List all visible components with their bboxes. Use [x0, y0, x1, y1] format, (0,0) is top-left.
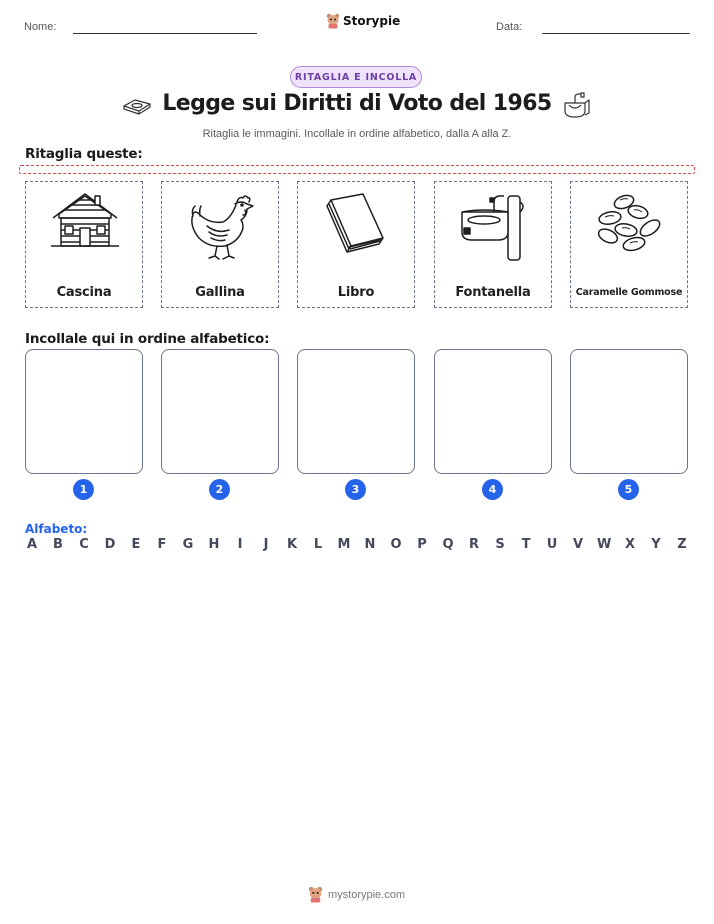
book-icon	[317, 188, 397, 268]
farmhouse-icon	[45, 188, 125, 268]
alphabet-letter: T	[521, 537, 531, 552]
alphabet-letter: N	[364, 537, 376, 552]
paste-heading: Incollale qui in ordine alfabetico:	[25, 331, 270, 347]
slot-number-badge: 5	[618, 479, 639, 500]
date-line	[542, 33, 690, 34]
slot-number-badge: 4	[482, 479, 503, 500]
cut-heading: Ritaglia queste:	[25, 146, 143, 162]
cut-card-fontanella[interactable]	[434, 181, 552, 308]
card-label: Gallina	[195, 285, 245, 300]
alphabet-letter: E	[131, 537, 141, 552]
paste-slot-3[interactable]	[297, 349, 415, 474]
card-label: Caramelle Gommose	[575, 287, 683, 298]
alphabet-letter: P	[417, 537, 427, 552]
alphabet-letter: K	[286, 537, 298, 552]
alphabet-letter: M	[337, 537, 351, 552]
alphabet-letter: B	[53, 537, 63, 552]
alphabet-letter: C	[79, 537, 89, 552]
cut-card-caramelle-gommose[interactable]	[570, 181, 688, 308]
alphabet-letter: H	[208, 537, 220, 552]
alphabet-letter: U	[546, 537, 558, 552]
alphabet-heading: Alfabeto:	[25, 522, 88, 536]
storypie-logo	[326, 13, 400, 29]
alphabet-letter: F	[157, 537, 167, 552]
alphabet-letter: O	[390, 537, 402, 552]
paste-slot-4[interactable]	[434, 349, 552, 474]
sink-icon	[561, 91, 591, 121]
cut-line	[19, 165, 695, 174]
name-line	[73, 33, 257, 34]
slot-number-badge: 1	[73, 479, 94, 500]
alphabet-letter: J	[263, 537, 269, 552]
activity-badge: RITAGLIA E INCOLLA	[290, 66, 422, 88]
alphabet-letter: L	[313, 537, 323, 552]
paste-slot-5[interactable]	[570, 349, 688, 474]
alphabet-row	[25, 537, 689, 552]
slot-number-badge: 2	[209, 479, 230, 500]
storypie-mascot-icon	[308, 886, 323, 903]
cut-card-libro[interactable]	[297, 181, 415, 308]
alphabet-letter: S	[495, 537, 505, 552]
alphabet-letter: Q	[442, 537, 454, 552]
alphabet-letter: G	[182, 537, 194, 552]
name-label: Nome:	[24, 21, 57, 33]
logo-text: Storypie	[343, 14, 401, 28]
alphabet-letter: R	[468, 537, 479, 552]
soap-bar-icon	[121, 96, 153, 116]
cut-card-gallina[interactable]	[161, 181, 279, 308]
date-label: Data:	[496, 21, 523, 33]
paste-slot-2[interactable]	[161, 349, 279, 474]
cut-card-cascina[interactable]	[25, 181, 143, 308]
alphabet-letter: Y	[651, 537, 661, 552]
storypie-mascot-icon	[326, 13, 340, 29]
card-label: Cascina	[56, 285, 112, 300]
page-title: Legge sui Diritti di Voto del 1965	[162, 91, 552, 116]
paste-slot-1[interactable]	[25, 349, 143, 474]
slot-number-badge: 3	[345, 479, 366, 500]
alphabet-letter: W	[597, 537, 612, 552]
alphabet-letter: Z	[677, 537, 687, 552]
card-label: Libro	[337, 285, 375, 300]
alphabet-letter: D	[104, 537, 116, 552]
alphabet-letter: I	[237, 537, 243, 552]
drinking-fountain-icon	[454, 188, 534, 268]
footer	[308, 886, 405, 903]
alphabet-letter: V	[572, 537, 584, 552]
instructions: Ritaglia le immagini. Incollale in ordine alfabetico, dalla A alla Z.	[202, 128, 512, 140]
footer-url[interactable]: mystorypie.com	[328, 888, 406, 901]
alphabet-letter: A	[26, 537, 38, 552]
jelly-beans-icon	[590, 188, 670, 268]
hen-icon	[181, 188, 261, 268]
alphabet-letter: X	[624, 537, 636, 552]
card-label: Fontanella	[455, 285, 531, 300]
